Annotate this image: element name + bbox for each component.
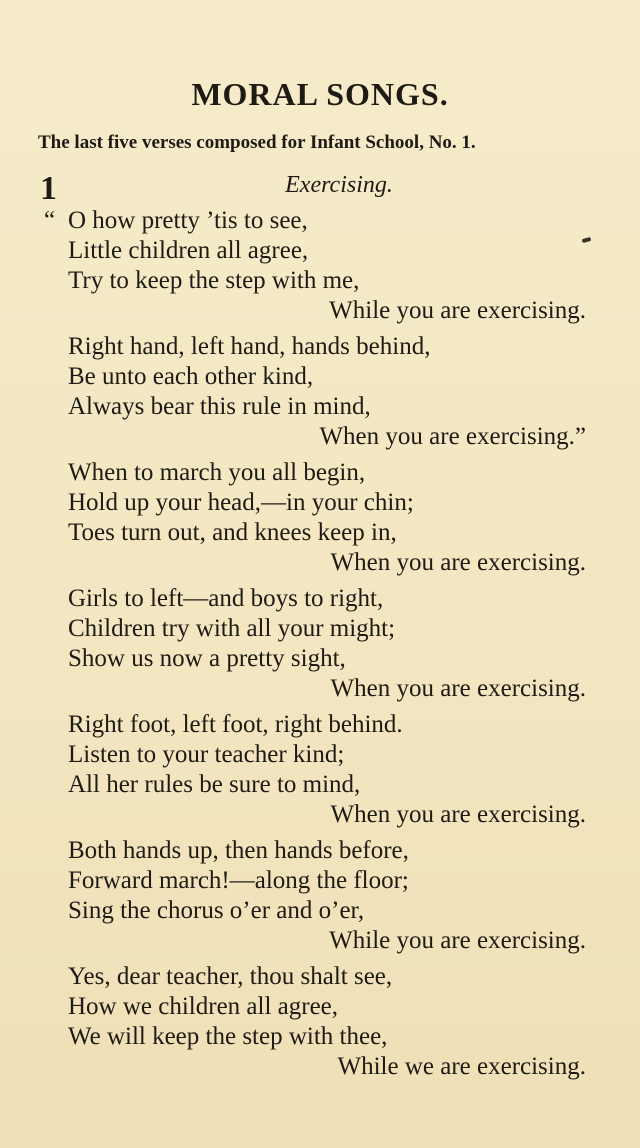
stanza-line: When to march you all begin, xyxy=(68,459,366,486)
stanza-line: Right hand, left hand, hands behind, xyxy=(68,333,431,360)
hymn-number: 1 xyxy=(40,170,57,207)
stanza-refrain: When you are exercising. xyxy=(330,675,586,702)
stanza-line: Be unto each other kind, xyxy=(68,363,314,390)
stanza-refrain: While we are exercising. xyxy=(337,1053,586,1080)
stanza-5 xyxy=(0,710,640,836)
stanza-7 xyxy=(0,962,640,1088)
stanza-line: O how pretty ’tis to see, xyxy=(68,207,308,234)
stanza-1 xyxy=(0,206,640,332)
page-subtitle: The last five verses composed for Infant School, No. 1. xyxy=(38,132,476,153)
stanza-3 xyxy=(0,458,640,584)
stanza-line: Toes turn out, and knees keep in, xyxy=(68,519,397,546)
stanza-refrain: While you are exercising. xyxy=(329,927,586,954)
stanza-line: We will keep the step with thee, xyxy=(68,1023,388,1050)
stanza-refrain: While you are exercising. xyxy=(329,297,586,324)
opening-quote-mark: “ xyxy=(44,207,56,234)
hymn-text xyxy=(0,206,640,1088)
stanza-4 xyxy=(0,584,640,710)
stanza-line: All her rules be sure to mind, xyxy=(68,771,361,798)
stanza-line: Forward march!—along the floor; xyxy=(68,867,409,894)
stanza-line: Both hands up, then hands before, xyxy=(68,837,409,864)
stanza-line: Listen to your teacher kind; xyxy=(68,741,345,768)
stanza-line: Try to keep the step with me, xyxy=(68,267,360,294)
stanza-line: Children try with all your might; xyxy=(68,615,396,642)
stanza-6 xyxy=(0,836,640,962)
stanza-2 xyxy=(0,332,640,458)
stanza-line: Always bear this rule in mind, xyxy=(68,393,371,420)
stanza-line: How we children all agree, xyxy=(68,993,339,1020)
stanza-line: Little children all agree, xyxy=(68,237,309,264)
stanza-line: Show us now a pretty sight, xyxy=(68,645,346,672)
page-title: MORAL SONGS. xyxy=(191,76,449,112)
stanza-line: Right foot, left foot, right behind. xyxy=(68,711,403,738)
stanza-line: Sing the chorus o’er and o’er, xyxy=(68,897,365,924)
hymn-heading: Exercising. xyxy=(285,172,393,198)
stanza-refrain: When you are exercising. xyxy=(330,549,586,576)
stanza-line: Hold up your head,—in your chin; xyxy=(68,489,414,516)
stanza-line: Girls to left—and boys to right, xyxy=(68,585,384,612)
stanza-refrain: When you are exercising. xyxy=(330,801,586,828)
stanza-line: Yes, dear teacher, thou shalt see, xyxy=(68,963,393,990)
stanza-refrain: When you are exercising.” xyxy=(319,423,586,450)
